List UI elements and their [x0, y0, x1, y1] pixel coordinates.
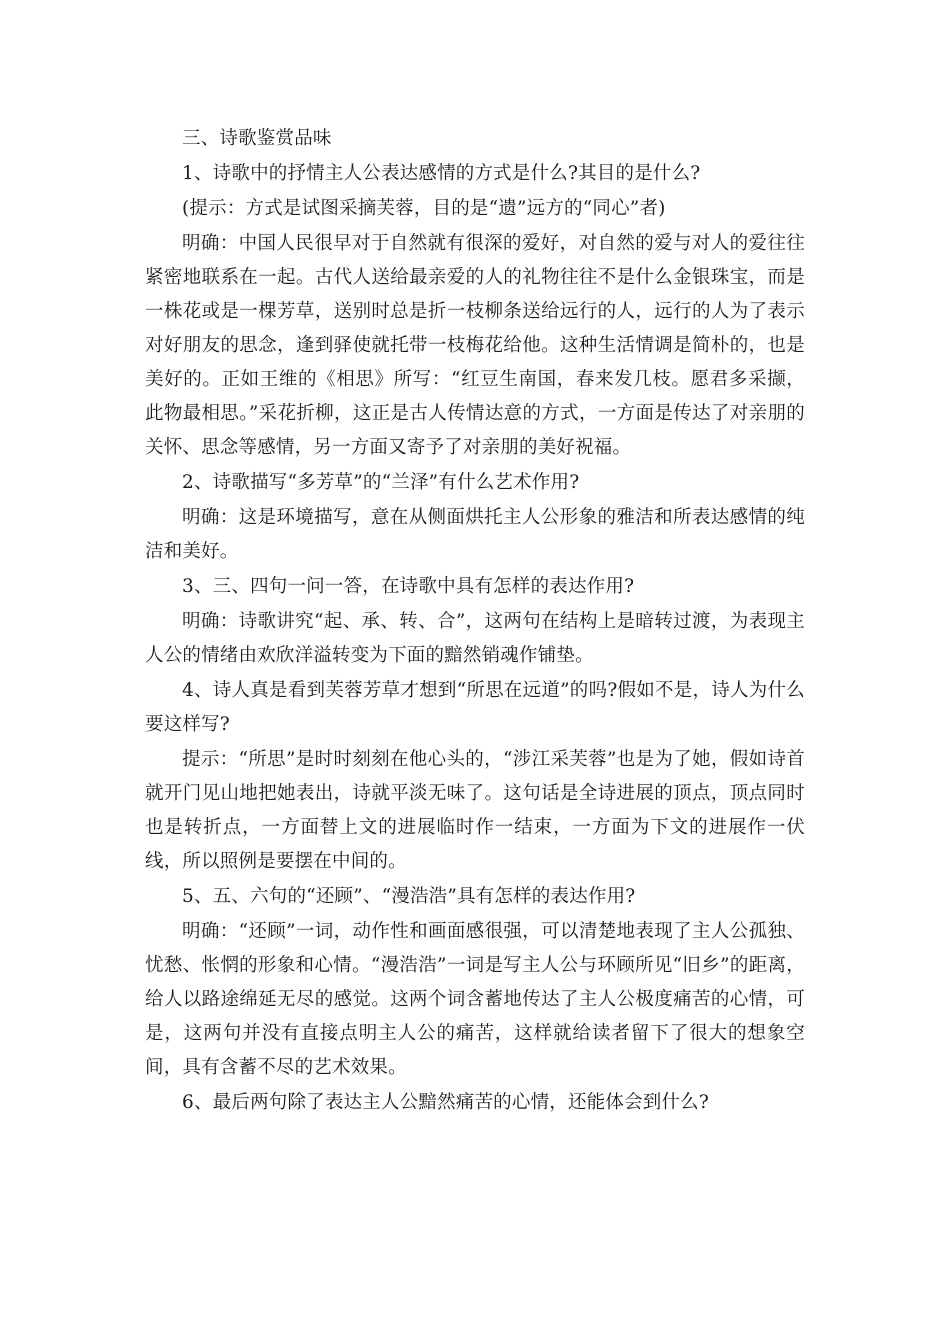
- answer-1: 明确：中国人民很早对于自然就有很深的爱好，对自然的爱与对人的爱往往紧密地联系在一起。古代人送给最亲爱的人的礼物往往不是什么金银珠宝，而是一株花或是一棵芳草，送别时总是折一枝柳条送给远行的人，远行的人为了表示对好朋友的思念，逢到驿使就托带一枝梅花给他。这种生活情调是简朴的，也是美好的。正如王维的《相思》所写：“红豆生南国，春来发几枝。愿君多采撷，此物最相思。”采花折柳，这正是古人传情达意的方式，一方面是传达了对亲朋的关怀、思念等感情，另一方面又寄予了对亲朋的美好祝福。: [145, 233, 805, 458]
- answer-5: 明确：“还顾”一词，动作性和画面感很强，可以清楚地表现了主人公孤独、忧愁、怅惘的形象和心情。“漫浩浩”一词是写主人公与环顾所见“旧乡”的距离，给人以路途绵延无尽的感觉。这两个词含蓄地传达了主人公极度痛苦的心情，可是，这两句并没有直接点明主人公的痛苦，这样就给读者留下了很大的想象空间，具有含蓄不尽的艺术效果。: [145, 921, 805, 1078]
- hint-1: (提示：方式是试图采摘芙蓉，目的是“遗”远方的“同心”者): [182, 198, 666, 219]
- question-6: 6、最后两句除了表达主人公黯然痛苦的心情，还能体会到什么?: [182, 1092, 709, 1113]
- question-1: 1、诗歌中的抒情主人公表达感情的方式是什么?其目的是什么?: [182, 163, 701, 184]
- question-4: 4、诗人真是看到芙蓉芳草才想到“所思在远道”的吗?假如不是，诗人为什么要这样写?: [145, 680, 805, 735]
- section-heading: 三、诗歌鉴赏品味: [182, 128, 332, 149]
- question-5: 5、五、六句的“还顾”、“漫浩浩”具有怎样的表达作用?: [182, 886, 636, 907]
- answer-3: 明确：诗歌讲究“起、承、转、合”，这两句在结构上是暗转过渡，为表现主人公的情绪由欢欣洋溢转变为下面的黯然销魂作铺垫。: [145, 611, 805, 666]
- answer-2: 明确：这是环境描写，意在从侧面烘托主人公形象的雅洁和所表达感情的纯洁和美好。: [145, 507, 805, 562]
- question-2: 2、诗歌描写“多芳草”的“兰泽”有什么艺术作用?: [182, 472, 580, 493]
- question-3: 3、三、四句一问一答，在诗歌中具有怎样的表达作用?: [182, 576, 635, 597]
- document-body: [145, 122, 805, 1121]
- hint-4: 提示：“所思”是时时刻刻在他心头的，“涉江采芙蓉”也是为了她，假如诗首就开门见山地把她表出，诗就平淡无味了。这句话是全诗进展的顶点，顶点同时也是转折点，一方面替上文的进展临时作一结束，一方面为下文的进展作一伏线，所以照例是要摆在中间的。: [145, 749, 805, 872]
